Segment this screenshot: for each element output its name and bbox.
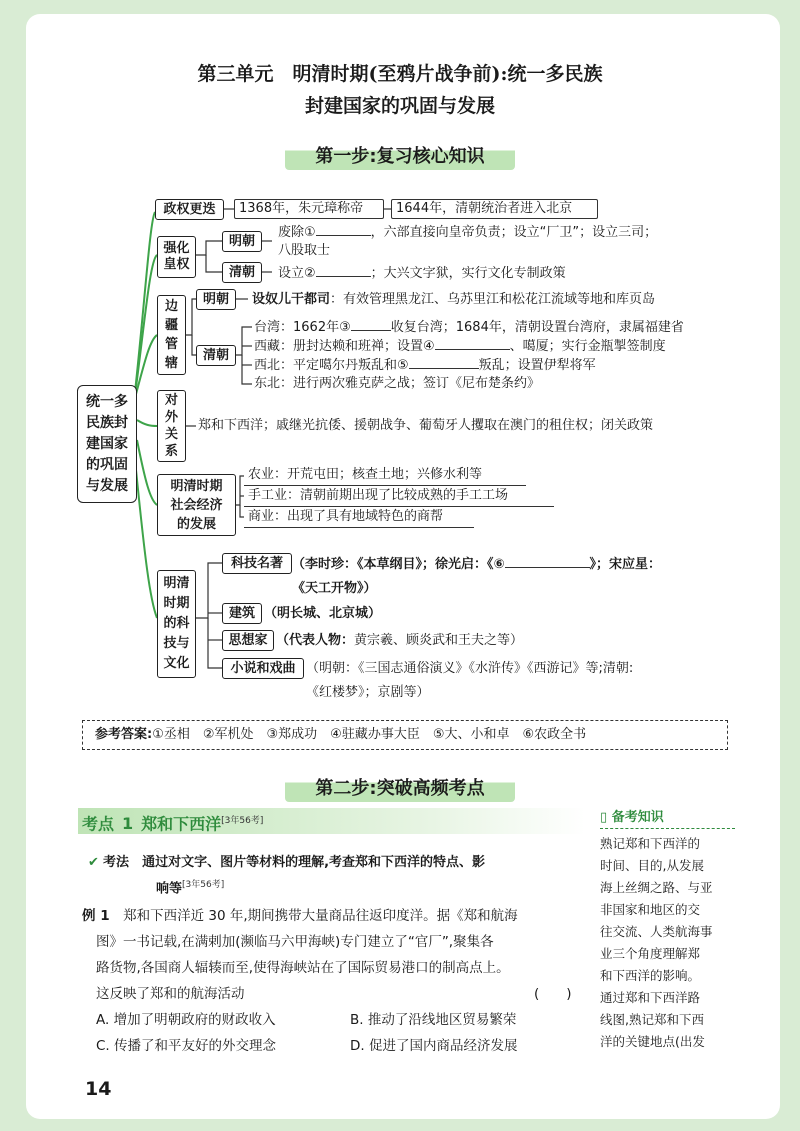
root-line: 的巩固 (86, 456, 128, 473)
sidebar-line: 洋的关键地点(出发 (600, 1034, 705, 1049)
bianjiang-taiwan (254, 318, 684, 337)
sidebar-line: 和下西洋的影响。 (600, 968, 701, 983)
text-part: 收复台湾；1684年，清朝设置台湾府，隶属福建省 (390, 320, 684, 335)
text-part: 台湾：1662年③ (254, 320, 351, 335)
branch-label-line: 社会经济 (170, 497, 223, 513)
kaodian-name: 郑和下西洋 (141, 814, 222, 834)
branch-label-line: 对 (164, 393, 178, 408)
keji-sixiang-label: 思想家 (222, 630, 274, 651)
branch-label-line: 疆 (164, 318, 178, 333)
kaodian-frequency: [3年56考] (221, 816, 264, 826)
huangquan-ming-label: 明朝 (222, 231, 262, 252)
keji-xiaoshuo-line1: （明朝：《三国志通俗演义》《水浒传》《西游记》等;清朝: (306, 661, 634, 676)
branch-label-line: 外 (164, 410, 178, 425)
book-icon: ▯ (600, 810, 608, 825)
text-part: 设立② (278, 266, 316, 281)
text-part: ，六部直接向皇帝负责；设立“厂卫”；设立三司； (370, 225, 658, 240)
unit-title-line2: 封建国家的巩固与发展 (304, 95, 495, 117)
huangquan-ming-line1 (278, 223, 657, 242)
example-line1 (82, 904, 592, 928)
answers-text: ①丞相 ②军机处 ③郑成功 ④驻藏办事大臣 ⑤大、小和卓 ⑥农政全书 (152, 727, 587, 742)
kaofa-line2: 响等 (156, 881, 183, 897)
branch-label-line: 关 (164, 427, 178, 442)
example-line4: 这反映了郑和的航海活动 (96, 986, 245, 1002)
branch-keji (157, 570, 196, 678)
shehui-shougong: 手工业：清朝前期出现了比较成熟的手工工场 (244, 487, 554, 507)
answer-blank (435, 337, 510, 350)
sidebar-line: 时间、目的,从发展 (600, 858, 704, 873)
root-line: 统一多 (86, 393, 128, 410)
option-d[interactable]: D. 促进了国内商品经济发展 (350, 1038, 518, 1054)
text-part: 黄宗羲、顾炎武和王夫之等） (354, 633, 524, 648)
text-part: 西藏：册封达赖和班禅；设置④ (254, 339, 435, 354)
keji-mingzhu-line2: 《天工开物》） (292, 581, 377, 596)
branch-label-line: 时期 (163, 596, 190, 611)
sidebar-line: 往交流、人类航海事 (600, 924, 713, 939)
huangquan-qing-line (278, 264, 566, 283)
step1-title: 第一步:复习核心知识 (285, 140, 514, 170)
text-part: ：有效管理黑龙江、乌苏里江和松花江流域等地和库页岛 (330, 292, 656, 307)
text-part: （代表人物： (276, 633, 355, 648)
bianjiang-xizang (254, 337, 666, 356)
branch-label-line: 强化 (163, 241, 190, 256)
answer-blank (316, 264, 371, 277)
text-part: 西北：平定噶尔丹叛乱和⑤ (254, 358, 409, 373)
branch-label-line: 明清时期 (170, 478, 223, 494)
answer-blank (316, 223, 371, 236)
shehui-nongye: 农业：开荒屯田；核查土地；兴修水利等 (244, 466, 526, 486)
keji-sixiang-text (276, 632, 523, 650)
branch-label-line: 皇权 (163, 257, 190, 272)
branch-label-line: 边 (164, 299, 178, 314)
sidebar-line: 业三个角度理解郑 (600, 946, 701, 961)
text-part: 废除① (278, 225, 316, 240)
answers-label: 参考答案: (95, 727, 153, 742)
branch-label-line: 辖 (164, 356, 178, 371)
keji-jianzhu-label: 建筑 (222, 603, 262, 624)
bianjiang-xibei (254, 356, 596, 375)
keji-mingzhu-label: 科技名著 (222, 553, 292, 574)
answer-blank (409, 356, 479, 369)
option-c[interactable]: C. 传播了和平友好的外交理念 (96, 1038, 277, 1054)
sidebar-line: 非国家和地区的交 (600, 902, 701, 917)
root-line: 建国家 (86, 435, 128, 452)
sidebar-line: 海上丝绸之路、与亚 (600, 880, 713, 895)
branch-shehui (157, 474, 236, 536)
bianjiang-qing-label: 清朝 (196, 345, 236, 366)
reference-answers (82, 720, 728, 750)
branch-label-line: 明清 (163, 576, 190, 591)
branch-huangquan (157, 236, 196, 278)
branch-bianjiang (157, 295, 186, 375)
branch-duiwai (157, 390, 186, 462)
answer-bracket[interactable]: ( ) (534, 986, 572, 1002)
huangquan-ming-line2: 八股取士 (278, 243, 331, 258)
option-b[interactable]: B. 推动了沿线地区贸易繁荣 (350, 1012, 517, 1028)
kaofa-label: 考法 (103, 855, 130, 870)
text-part: （李时珍：《本草纲目》；徐光启：《⑥ (292, 557, 505, 572)
answer-blank (505, 555, 590, 568)
duiwai-text: 郑和下西洋；戚继光抗倭、援朝战争、葡萄牙人攫取在澳门的租住权；闭关政策 (198, 418, 654, 433)
sidebar-header (600, 806, 735, 829)
bianjiang-ming-label: 明朝 (196, 289, 236, 310)
check-icon: ✔ (88, 855, 99, 870)
kaofa-block (88, 852, 588, 900)
branch-label-line: 的科 (163, 616, 190, 631)
root-line: 与发展 (86, 477, 128, 494)
zhengquan-item2: 1644年，清朝统治者进入北京 (391, 199, 598, 219)
bianjiang-ming-line (252, 291, 655, 309)
option-a[interactable]: A. 增加了明朝政府的财政收入 (96, 1012, 276, 1028)
sidebar-body (600, 833, 735, 1053)
sidebar-knowledge (600, 806, 735, 1053)
sidebar-line: 通过郑和下西洋路 (600, 990, 701, 1005)
bianjiang-dongbei: 东北：进行两次雅克萨之战；签订《尼布楚条约》 (254, 376, 541, 391)
branch-label-line: 系 (164, 444, 178, 459)
text-part: 设奴儿干都司 (252, 292, 331, 307)
root-line: 民族封 (86, 414, 128, 431)
sidebar-title: 备考知识 (611, 810, 664, 825)
sidebar-line: 线图,熟记郑和下西 (600, 1012, 704, 1027)
branch-label-line: 文化 (163, 656, 190, 671)
text-part: ；大兴文字狱，实行文化专制政策 (370, 266, 566, 281)
example-text: 郑和下西洋近 30 年,期间携带大量商品往返印度洋。据《郑和航海 (123, 908, 518, 924)
text-part: 》；宋应星： (589, 557, 662, 572)
huangquan-qing-label: 清朝 (222, 262, 262, 283)
answer-blank (351, 318, 391, 331)
example-label: 例 1 (82, 908, 110, 924)
kaodian-header (78, 808, 585, 834)
zhengquan-item1: 1368年，朱元璋称帝 (234, 199, 384, 219)
text-part: 、噶厦；实行金瓶掣签制度 (509, 339, 666, 354)
step2-banner (0, 772, 800, 802)
branch-label-line: 的发展 (176, 516, 216, 532)
keji-mingzhu-line1 (292, 555, 661, 574)
example-line2: 图》一书记载,在满剌加(濒临马六甲海峡)专门建立了“官厂”,聚集各 (96, 934, 494, 950)
branch-label-line: 技与 (163, 636, 190, 651)
step1-banner (0, 140, 800, 170)
kaodian-number: 1 (122, 814, 134, 834)
page-number: 14 (85, 1078, 112, 1100)
mindmap-root (77, 385, 137, 503)
keji-jianzhu-text: （明长城、北京城） (264, 606, 382, 621)
kaofa-line1: 通过对文字、图片等材料的理解,考查郑和下西洋的特点、影 (142, 855, 486, 870)
keji-xiaoshuo-label: 小说和戏曲 (222, 658, 304, 679)
unit-title-line1: 第三单元 明清时期(至鸦片战争前):统一多民族 (197, 63, 603, 85)
step2-title: 第二步:突破高频考点 (285, 772, 514, 802)
keji-xiaoshuo-line2: 《红楼梦》；京剧等） (306, 685, 430, 700)
kaodian-tag: 考点 (82, 814, 115, 834)
branch-zhengquan: 政权更迭 (155, 199, 224, 220)
kaofa-frequency: [3年56考] (182, 880, 225, 890)
sidebar-line: 熟记郑和下西洋的 (600, 836, 701, 851)
text-part: 叛乱；设置伊犁将军 (478, 358, 596, 373)
shehui-shangye: 商业：出现了具有地域特色的商帮 (244, 508, 474, 528)
example-line3: 路货物,各国商人辐辏而至,使得海峡站在了国际贸易港口的制高点上。 (96, 960, 510, 976)
branch-label-line: 管 (164, 337, 178, 352)
